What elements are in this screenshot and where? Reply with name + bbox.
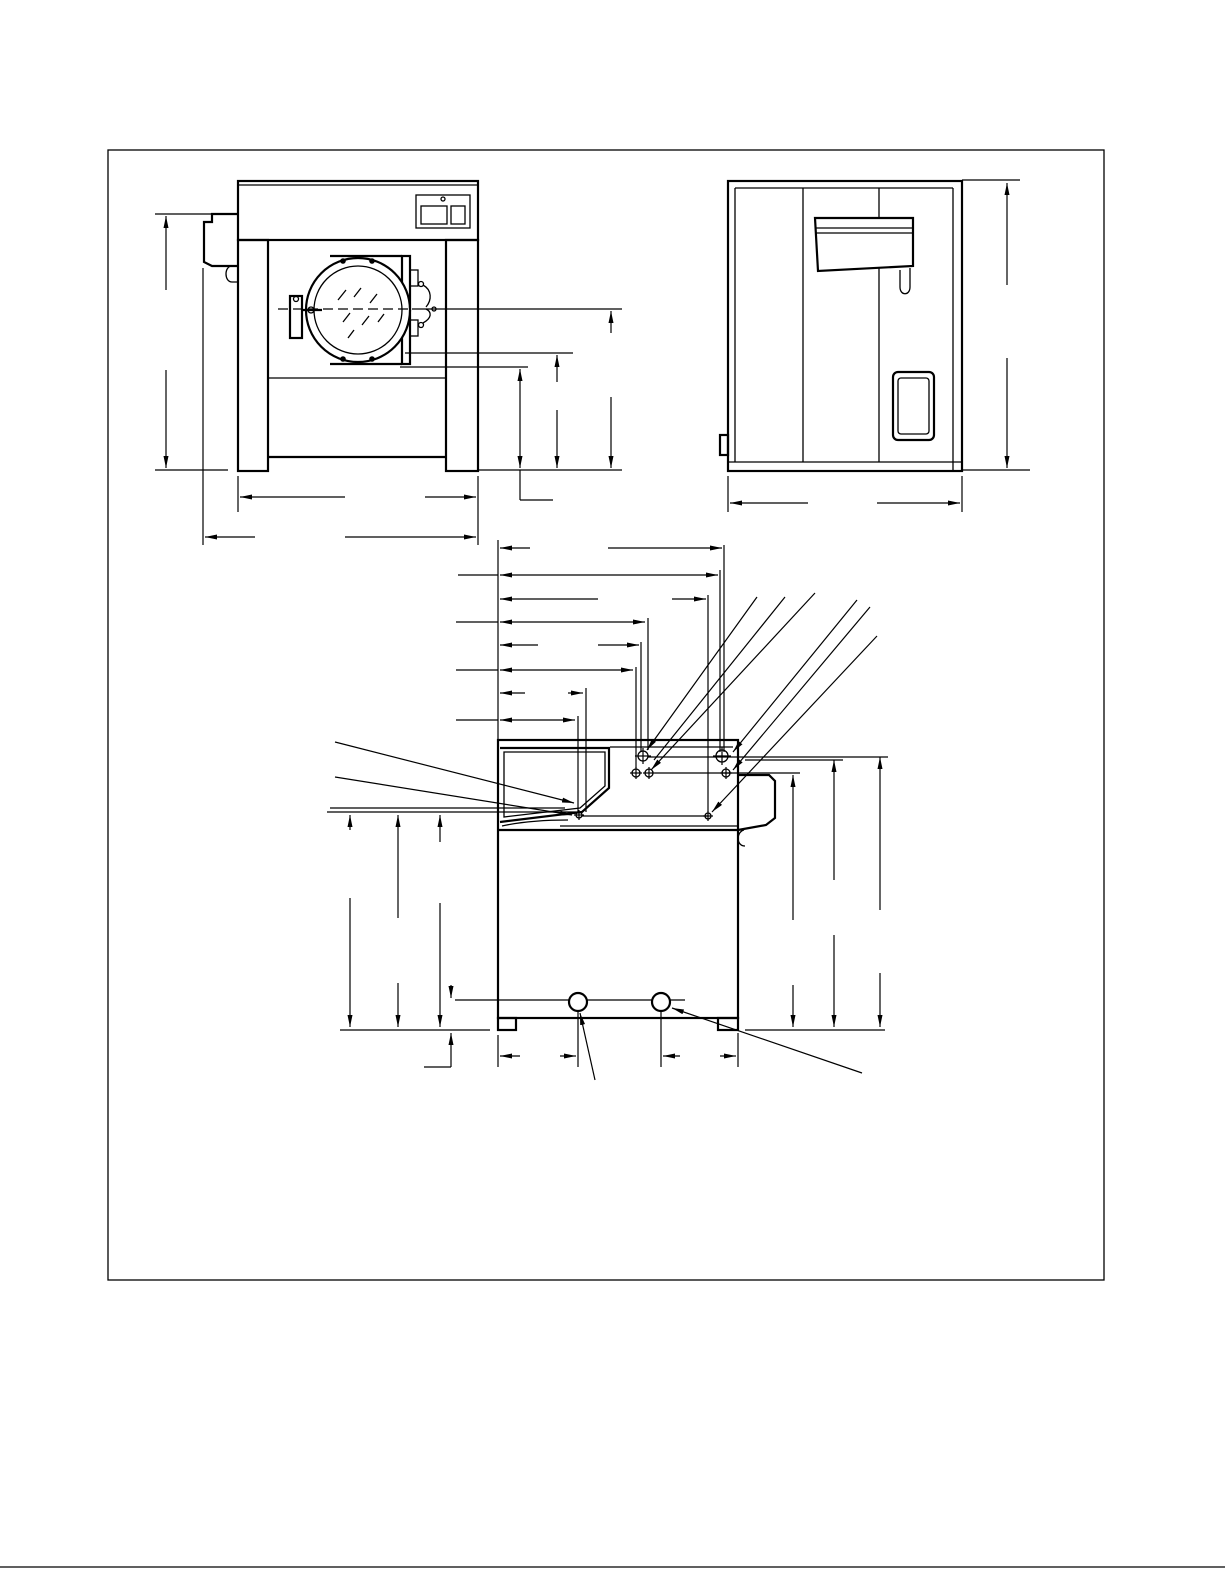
control-panel — [238, 181, 478, 240]
side-access-panel — [893, 372, 934, 440]
rear-cabinet — [498, 740, 738, 1018]
door-bolt — [340, 356, 346, 362]
side-supply-box — [204, 214, 238, 282]
rear-supply-dispenser — [500, 748, 609, 826]
rear-side-supply-box — [738, 775, 775, 846]
hinge-block-upper — [410, 270, 418, 286]
display-window — [421, 206, 447, 224]
dispenser-hose — [900, 268, 910, 294]
side-front-nub — [720, 435, 728, 455]
hinge-block-lower — [410, 320, 418, 336]
rear-connection-points — [576, 750, 730, 819]
door-bolt — [369, 258, 375, 264]
indicator-light — [441, 197, 445, 201]
door-bolt — [340, 258, 346, 264]
drain-outlet — [652, 993, 670, 1011]
door-bolt — [369, 356, 375, 362]
left-leg — [238, 240, 268, 471]
figure-frame — [108, 150, 1104, 1280]
control-box — [416, 195, 470, 228]
hinge-arm — [423, 285, 430, 307]
hinge-pin — [419, 323, 424, 328]
rear-dispenser-inner — [504, 752, 605, 817]
right-leg — [446, 240, 478, 471]
rear-supply-box-outline — [738, 775, 775, 830]
door-hinge — [410, 270, 436, 336]
rear-view-dimensions — [327, 540, 888, 1067]
handle-grip — [290, 296, 302, 338]
leader-arrow — [580, 1013, 595, 1080]
loading-door — [278, 256, 436, 364]
front-view-dimensions — [155, 214, 622, 545]
rear-foot-right — [718, 1018, 738, 1030]
rear-view — [327, 540, 888, 1080]
side-view — [720, 180, 1030, 512]
side-supply-dispenser — [815, 218, 913, 294]
drain-outlet — [569, 993, 587, 1011]
leader-arrow — [733, 607, 870, 770]
control-panel-housing — [238, 181, 478, 240]
hinge-pin — [419, 282, 424, 287]
rear-foot-left — [498, 1018, 516, 1030]
handle-pivot — [294, 297, 299, 302]
leader-arrow — [712, 636, 877, 812]
supply-box-outline — [204, 214, 238, 266]
rear-supply-box-hose — [738, 830, 745, 846]
access-panel-outer — [893, 372, 934, 440]
dispenser-body — [815, 218, 913, 271]
supply-box-hose — [226, 266, 238, 282]
hinge-arm — [423, 309, 430, 323]
front-view — [155, 181, 622, 545]
leader-arrow — [733, 600, 857, 752]
keypad — [451, 206, 465, 224]
leader-arrow — [335, 777, 572, 815]
callout-leaders — [335, 593, 877, 1080]
access-panel-inner — [898, 378, 929, 434]
leader-arrow — [335, 742, 574, 803]
